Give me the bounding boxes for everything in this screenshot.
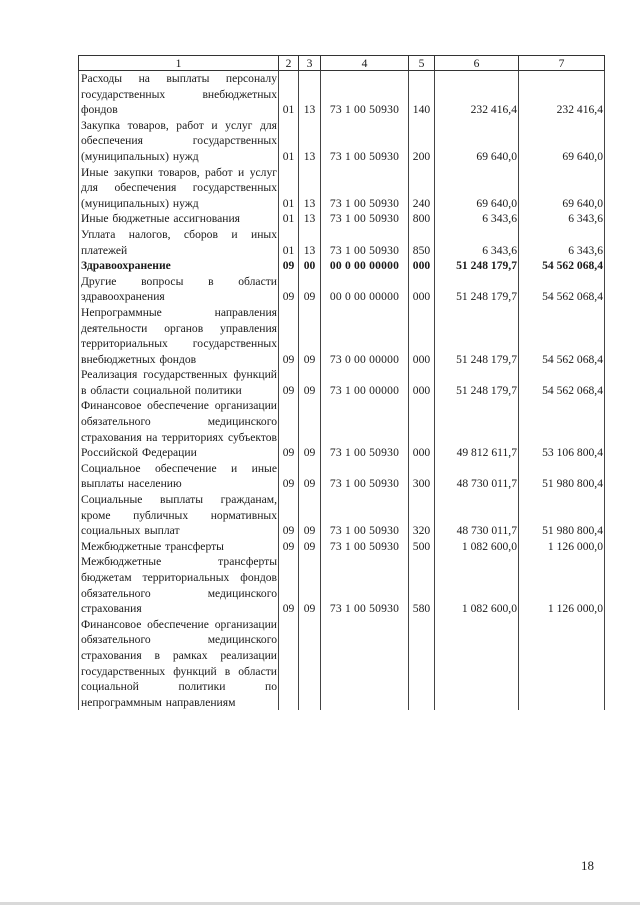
row-section-cell: 09 [279, 398, 299, 460]
row-name-cell: Уплата налогов, сборов и иных платежей [79, 227, 279, 258]
row-expense-type-cell: 200 [409, 118, 435, 165]
table-row [79, 71, 605, 118]
row-name-cell: Иные закупки товаров, работ и услуг для обеспечения государственных (муниципальных) нужд [79, 165, 279, 212]
row-amount-year2-cell: 54 562 068,4 [519, 274, 605, 305]
row-name-cell: Межбюджетные трансферты бюджетам территориальных фондов обязательного медицинского страхования [79, 554, 279, 616]
row-subsection-cell: 09 [299, 554, 321, 616]
budget-table [78, 55, 605, 710]
row-name-cell: Иные бюджетные ассигнования [79, 211, 279, 227]
row-section-cell: 09 [279, 492, 299, 539]
row-expense-type-cell: 800 [409, 211, 435, 227]
row-subsection-cell: 09 [299, 461, 321, 492]
row-target-article-cell: 73 1 00 50930 [321, 165, 409, 212]
row-section-cell: 09 [279, 554, 299, 616]
row-amount-year1-cell: 48 730 011,7 [435, 461, 519, 492]
row-section-cell: 09 [279, 258, 299, 274]
row-target-article-cell: 73 1 00 50930 [321, 539, 409, 555]
row-name-cell: Расходы на выплаты персоналу государственных внебюджетных фондов [79, 71, 279, 118]
row-section-cell: 01 [279, 165, 299, 212]
row-expense-type-cell: 580 [409, 554, 435, 616]
row-section-cell [279, 617, 299, 711]
row-amount-year2-cell [519, 617, 605, 711]
row-amount-year2-cell: 69 640,0 [519, 165, 605, 212]
table-row [79, 211, 605, 227]
row-target-article-cell: 73 1 00 00000 [321, 367, 409, 398]
row-subsection-cell: 09 [299, 492, 321, 539]
row-amount-year2-cell: 69 640,0 [519, 118, 605, 165]
row-amount-year2-cell: 6 343,6 [519, 227, 605, 258]
row-section-cell: 09 [279, 305, 299, 367]
row-subsection-cell: 13 [299, 227, 321, 258]
table-row [79, 305, 605, 367]
row-amount-year1-cell: 51 248 179,7 [435, 258, 519, 274]
row-amount-year1-cell: 49 812 611,7 [435, 398, 519, 460]
row-section-cell: 09 [279, 367, 299, 398]
header-col-3: 3 [299, 56, 321, 71]
row-subsection-cell: 13 [299, 118, 321, 165]
row-target-article-cell: 73 0 00 00000 [321, 305, 409, 367]
row-subsection-cell: 09 [299, 367, 321, 398]
row-target-article-cell: 73 1 00 50930 [321, 211, 409, 227]
row-amount-year1-cell: 69 640,0 [435, 118, 519, 165]
row-target-article-cell: 73 1 00 50930 [321, 461, 409, 492]
row-expense-type-cell: 000 [409, 305, 435, 367]
table-row [79, 492, 605, 539]
row-subsection-cell: 13 [299, 211, 321, 227]
row-target-article-cell: 73 1 00 50930 [321, 398, 409, 460]
row-amount-year1-cell: 51 248 179,7 [435, 305, 519, 367]
row-amount-year2-cell: 53 106 800,4 [519, 398, 605, 460]
row-subsection-cell [299, 617, 321, 711]
row-target-article-cell: 73 1 00 50930 [321, 227, 409, 258]
row-target-article-cell: 73 1 00 50930 [321, 554, 409, 616]
row-name-cell: Социальное обеспечение и иные выплаты населению [79, 461, 279, 492]
header-col-2: 2 [279, 56, 299, 71]
row-subsection-cell: 09 [299, 305, 321, 367]
row-name-cell: Социальные выплаты гражданам, кроме публичных нормативных социальных выплат [79, 492, 279, 539]
row-expense-type-cell: 240 [409, 165, 435, 212]
row-expense-type-cell [409, 617, 435, 711]
header-col-5: 5 [409, 56, 435, 71]
table-row [79, 554, 605, 616]
table-row [79, 398, 605, 460]
row-subsection-cell: 13 [299, 71, 321, 118]
row-subsection-cell: 09 [299, 539, 321, 555]
row-section-cell: 09 [279, 539, 299, 555]
row-section-cell: 09 [279, 274, 299, 305]
row-subsection-cell: 09 [299, 274, 321, 305]
row-expense-type-cell: 000 [409, 258, 435, 274]
table-body [79, 71, 605, 711]
table-row [79, 461, 605, 492]
row-amount-year1-cell: 1 082 600,0 [435, 554, 519, 616]
table-row [79, 258, 605, 274]
row-name-cell: Другие вопросы в области здравоохранения [79, 274, 279, 305]
header-col-1: 1 [79, 56, 279, 71]
row-expense-type-cell: 300 [409, 461, 435, 492]
row-name-cell: Здравоохранение [79, 258, 279, 274]
row-name-cell: Финансовое обеспечение организации обязательного медицинского страхования на территориях субъектов Российской Федерации [79, 398, 279, 460]
row-expense-type-cell: 320 [409, 492, 435, 539]
page-number: 18 [581, 858, 594, 873]
table-row [79, 165, 605, 212]
row-expense-type-cell: 000 [409, 367, 435, 398]
row-amount-year1-cell: 1 082 600,0 [435, 539, 519, 555]
row-name-cell: Межбюджетные трансферты [79, 539, 279, 555]
row-target-article-cell [321, 617, 409, 711]
row-amount-year2-cell: 51 980 800,4 [519, 492, 605, 539]
row-amount-year1-cell: 6 343,6 [435, 211, 519, 227]
row-amount-year2-cell: 54 562 068,4 [519, 305, 605, 367]
row-amount-year2-cell: 54 562 068,4 [519, 367, 605, 398]
row-target-article-cell: 00 0 00 00000 [321, 258, 409, 274]
row-name-cell: Финансовое обеспечение организации обязательного медицинского страхования в рамках реализации государственных функций в области социальной политики по непрограммным направлениям [79, 617, 279, 711]
row-amount-year1-cell [435, 617, 519, 711]
row-amount-year2-cell: 1 126 000,0 [519, 554, 605, 616]
row-name-cell: Закупка товаров, работ и услуг для обеспечения государственных (муниципальных) нужд [79, 118, 279, 165]
table-header-row [79, 56, 605, 71]
row-name-cell: Реализация государственных функций в области социальной политики [79, 367, 279, 398]
row-target-article-cell: 00 0 00 00000 [321, 274, 409, 305]
row-amount-year1-cell: 48 730 011,7 [435, 492, 519, 539]
row-amount-year1-cell: 69 640,0 [435, 165, 519, 212]
row-expense-type-cell: 000 [409, 274, 435, 305]
row-target-article-cell: 73 1 00 50930 [321, 492, 409, 539]
row-target-article-cell: 73 1 00 50930 [321, 71, 409, 118]
row-section-cell: 01 [279, 71, 299, 118]
row-amount-year2-cell: 54 562 068,4 [519, 258, 605, 274]
table-row [79, 118, 605, 165]
row-amount-year2-cell: 6 343,6 [519, 211, 605, 227]
header-col-7: 7 [519, 56, 605, 71]
row-subsection-cell: 00 [299, 258, 321, 274]
row-target-article-cell: 73 1 00 50930 [321, 118, 409, 165]
row-expense-type-cell: 850 [409, 227, 435, 258]
row-expense-type-cell: 500 [409, 539, 435, 555]
row-amount-year1-cell: 232 416,4 [435, 71, 519, 118]
header-col-6: 6 [435, 56, 519, 71]
row-subsection-cell: 13 [299, 165, 321, 212]
table-row [79, 227, 605, 258]
row-section-cell: 01 [279, 211, 299, 227]
row-name-cell: Непрограммные направления деятельности органов управления территориальных государственных внебюджетных фондов [79, 305, 279, 367]
table-row [79, 367, 605, 398]
row-expense-type-cell: 140 [409, 71, 435, 118]
row-amount-year1-cell: 6 343,6 [435, 227, 519, 258]
table-row [79, 539, 605, 555]
row-subsection-cell: 09 [299, 398, 321, 460]
row-amount-year2-cell: 51 980 800,4 [519, 461, 605, 492]
row-section-cell: 09 [279, 461, 299, 492]
header-col-4: 4 [321, 56, 409, 71]
row-amount-year2-cell: 1 126 000,0 [519, 539, 605, 555]
row-amount-year1-cell: 51 248 179,7 [435, 274, 519, 305]
table-row [79, 617, 605, 711]
row-expense-type-cell: 000 [409, 398, 435, 460]
row-amount-year1-cell: 51 248 179,7 [435, 367, 519, 398]
table-row [79, 274, 605, 305]
row-section-cell: 01 [279, 227, 299, 258]
row-amount-year2-cell: 232 416,4 [519, 71, 605, 118]
row-section-cell: 01 [279, 118, 299, 165]
